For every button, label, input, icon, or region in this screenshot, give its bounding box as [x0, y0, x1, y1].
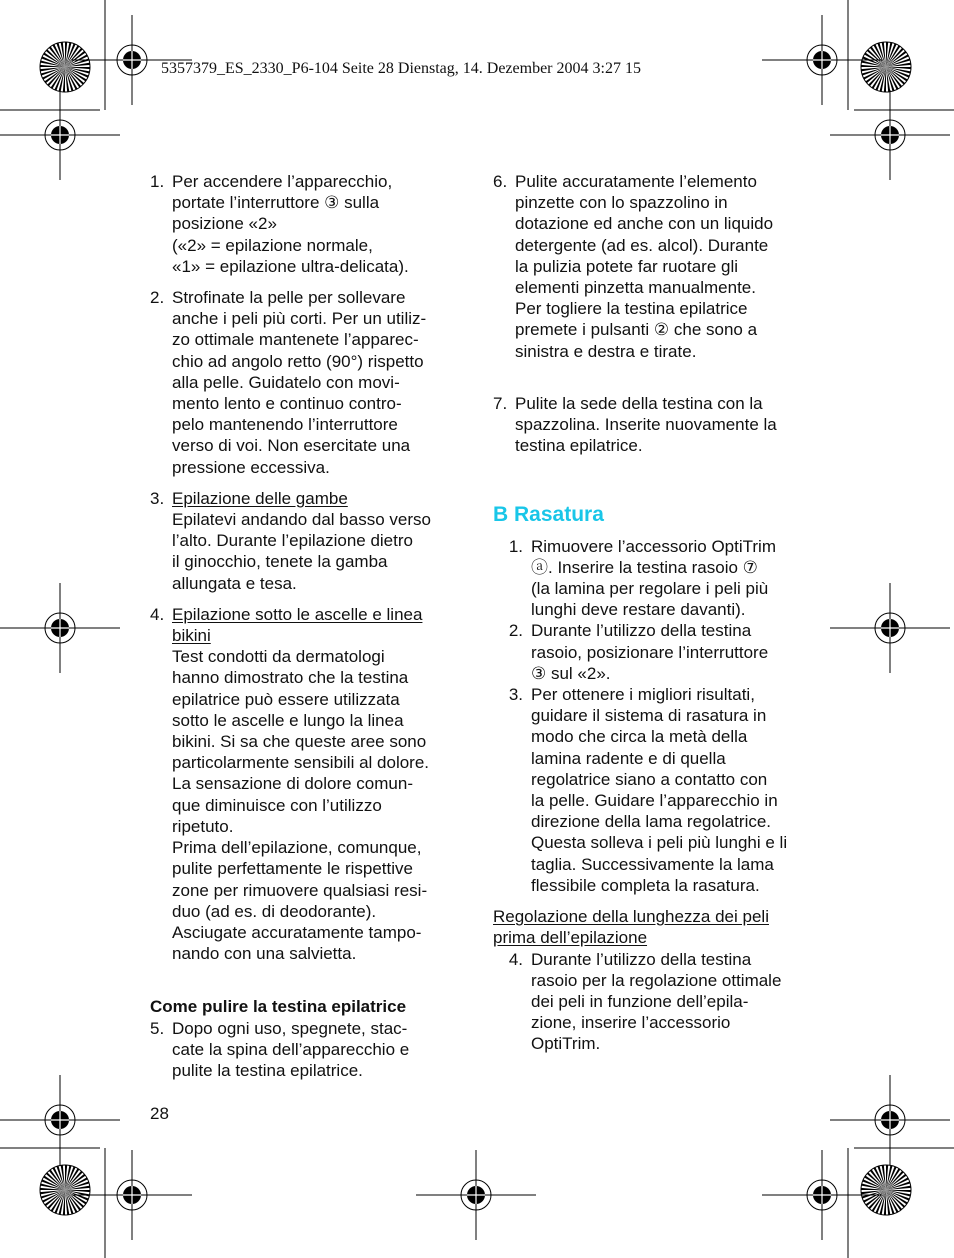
item-number: 3. — [508, 685, 523, 705]
item-text — [172, 287, 465, 478]
subheading-line: Regolazione della lunghezza dei peli — [493, 907, 769, 927]
item-number: 6. — [493, 172, 508, 191]
text-line: Per ottenere i migliori risultati, — [531, 685, 755, 705]
list-item — [150, 488, 465, 594]
registration-crosshair — [830, 583, 950, 673]
text-line: particolarmente sensibili al dolore. — [172, 753, 430, 773]
text-line: la pelle. Guidare l’apparecchio in — [531, 791, 778, 811]
text-line: rasoio, posizionare l’interruttore — [531, 642, 769, 662]
text-line: Test condotti da dermatologi — [172, 647, 385, 667]
text-line: zione, inserire l’accessorio — [531, 1013, 731, 1033]
text-line: alla pelle. Guidatelo con movi- — [172, 372, 400, 392]
text-line: Dopo ogni uso, spegnete, stac- — [172, 1018, 408, 1038]
text-line: modo che circa la metà della — [531, 727, 748, 747]
text-line: ripetuto. — [172, 816, 234, 836]
text-line: Questa solleva i peli più lunghi e li — [531, 833, 788, 853]
item-number: 7. — [493, 393, 508, 413]
text-line: taglia. Successivamente la lama — [531, 854, 774, 874]
text-line: Per togliere la testina epilatrice — [515, 299, 748, 319]
text-line: mento lento e continuo contro- — [172, 394, 402, 414]
list-item — [493, 620, 805, 684]
text-line: anche i peli più corti. Per un utiliz- — [172, 309, 427, 329]
text-line: Strofinate la pelle per sollevare — [172, 288, 406, 308]
text-line: pinzette con lo spazzolino in — [515, 193, 728, 213]
text-line: testina epilatrice. — [515, 436, 643, 456]
item-number: 1. — [508, 536, 523, 556]
item-number: 4. — [508, 949, 523, 969]
item-heading: Epilazione sotto le ascelle e linea — [172, 604, 423, 624]
item-text — [172, 171, 465, 277]
item-number: 5. — [150, 1018, 165, 1038]
text-line: OptiTrim. — [531, 1034, 601, 1054]
page-number: 28 — [150, 1104, 169, 1123]
item-number: 2. — [150, 288, 165, 308]
text-line: l’alto. Durante l’epilazione dietro — [172, 531, 413, 551]
subheading — [493, 906, 805, 948]
section-title: B Rasatura — [493, 503, 604, 527]
text-line: dotazione ed anche con un liquido — [515, 214, 774, 234]
text-line: pulite la testina epilatrice. — [172, 1060, 363, 1080]
text-line: portate l’interruttore ③ sulla — [172, 193, 380, 213]
text-line: «1» = epilazione ultra-delicata). — [172, 256, 409, 276]
starburst-target — [40, 42, 90, 92]
text-line: il ginocchio, tenete la gamba — [172, 552, 388, 572]
text-line: pulite perfettamente le rispettive — [172, 859, 413, 879]
text-line: direzione della lama regolatrice. — [531, 812, 772, 832]
text-line: hanno dimostrato che la testina — [172, 668, 409, 688]
item-text — [172, 604, 465, 964]
registration-crosshair — [0, 583, 120, 673]
registration-crosshair — [762, 15, 882, 105]
item-text — [531, 620, 805, 684]
text-line: Pulite la sede della testina con la — [515, 393, 763, 413]
starburst-target — [40, 1165, 90, 1215]
text-line: pelo mantenendo l’interruttore — [172, 415, 398, 435]
text-line: (la lamina per regolare i peli più — [531, 579, 769, 599]
starburst-target — [861, 1165, 911, 1215]
list-item — [150, 604, 465, 964]
text-line: lamina radente e di quella — [531, 748, 726, 768]
list-item — [493, 949, 805, 1055]
text-line: que diminuisce con l’utilizzo — [172, 795, 382, 815]
text-line: La sensazione di dolore comun- — [172, 774, 413, 794]
text-line: dei peli in funzione dell’epila- — [531, 991, 749, 1011]
starburst-target — [861, 42, 911, 92]
item-text — [515, 393, 805, 457]
text-line: rasoio per la regolazione ottimale — [531, 970, 782, 990]
text-line: Durante l’utilizzo della testina — [531, 949, 752, 969]
text-line: posizione «2» — [172, 214, 277, 234]
list-item — [150, 1018, 465, 1082]
item-text — [515, 171, 805, 362]
text-line: duo (ad es. di deodorante). — [172, 901, 377, 921]
text-line: Epilatevi andando dal basso verso — [172, 510, 431, 530]
text-line: flessibile completa la rasatura. — [531, 875, 760, 895]
text-line: Prima dell’epilazione, comunque, — [172, 838, 422, 858]
item-number: 2. — [508, 621, 523, 641]
text-line: nando con una salvietta. — [172, 944, 357, 964]
text-line: lunghi deve restare davanti). — [531, 600, 746, 620]
list-item — [493, 536, 805, 621]
item-text — [172, 1018, 465, 1082]
item-text — [531, 949, 805, 1055]
item-text — [531, 684, 805, 896]
text-line: regolatrice siano a contatto con — [531, 769, 768, 789]
text-line: pressione eccessiva. — [172, 457, 330, 477]
left-column — [150, 171, 465, 1091]
text-line: Per accendere l’apparecchio, — [172, 172, 393, 191]
text-line: Rimuovere l’accessorio OptiTrim — [531, 536, 776, 556]
text-line: la pulizia potete far ruotare gli — [515, 256, 739, 276]
text-line: sinistra e destra e tirate. — [515, 341, 697, 361]
text-line: spazzolina. Inserite nuovamente la — [515, 415, 777, 435]
list-item — [493, 684, 805, 896]
item-number: 3. — [150, 488, 165, 508]
registration-crosshair — [0, 1075, 120, 1165]
registration-crosshair — [0, 90, 120, 180]
text-line: epilatrice può essere utilizzata — [172, 689, 400, 709]
text-line: elementi pinzetta manualmente. — [515, 278, 756, 298]
right-column — [493, 171, 805, 1065]
list-item — [150, 287, 465, 478]
text-line: cate la spina dell’apparecchio e — [172, 1039, 410, 1059]
text-line: Asciugate accuratamente tampo- — [172, 922, 422, 942]
item-heading: Epilazione delle gambe — [172, 488, 348, 508]
text-line: guidare il sistema di rasatura in — [531, 706, 767, 726]
text-line: chio ad angolo retto (90°) rispetto — [172, 351, 424, 371]
print-header: 5357379_ES_2330_P6-104 Seite 28 Dienstag, 14. Dezember 2004 3:27 15 — [161, 60, 641, 77]
text-line: allungata e tesa. — [172, 573, 297, 593]
cleaning-title: Come pulire la testina epilatrice — [150, 997, 407, 1017]
text-line: detergente (ad es. alcol). Durante — [515, 235, 769, 255]
item-heading: bikini — [172, 626, 211, 646]
item-number: 4. — [150, 604, 165, 624]
registration-crosshair — [762, 1150, 882, 1240]
item-text — [172, 488, 465, 594]
text-line: premete i pulsanti ② che sono a — [515, 320, 758, 340]
text-line: Pulite accuratamente l’elemento — [515, 172, 757, 191]
list-item — [493, 171, 805, 362]
list-item — [150, 171, 465, 277]
text-line: ⓐ. Inserire la testina rasoio ⑦ — [531, 557, 758, 577]
text-line: bikini. Si sa che queste aree sono — [172, 732, 427, 752]
text-line: («2» = epilazione normale, — [172, 235, 373, 255]
registration-crosshair — [416, 1150, 536, 1240]
text-line: sotto le ascelle e lungo la linea — [172, 710, 404, 730]
item-text — [531, 536, 805, 621]
text-line: verso di voi. Non esercitate una — [172, 436, 411, 456]
item-number: 1. — [150, 172, 165, 191]
text-line: zo ottimale mantenete l’apparec- — [172, 330, 419, 350]
subheading-line: prima dell’epilazione — [493, 928, 648, 948]
list-item — [493, 393, 805, 457]
text-line: Durante l’utilizzo della testina — [531, 621, 752, 641]
text-line: zone per rimuovere qualsiasi resi- — [172, 880, 428, 900]
text-line: ③ sul «2». — [531, 663, 611, 683]
